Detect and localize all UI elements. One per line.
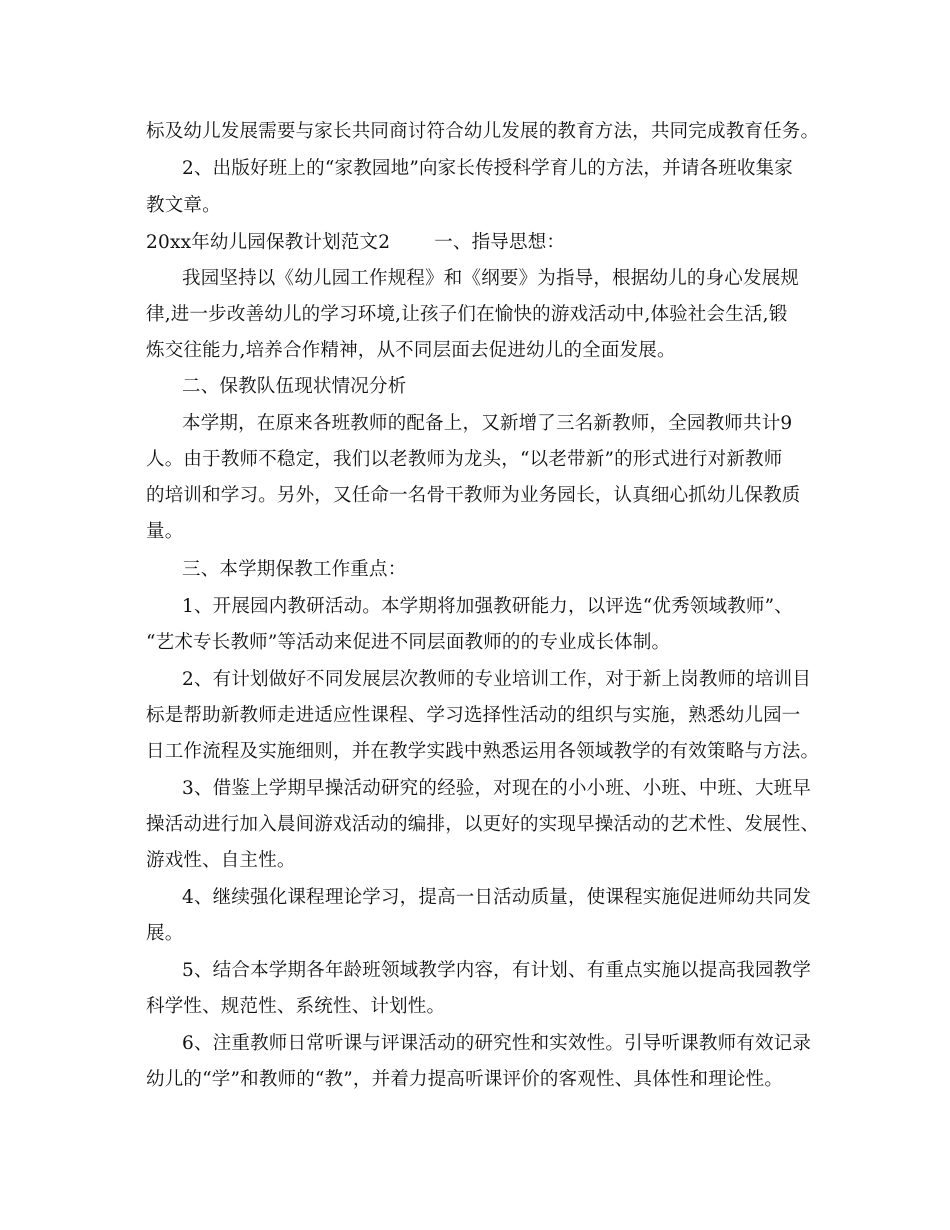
- text-line: 2、出版好班上的“家教园地”向家长传授科学育儿的方法，并请各班收集家: [182, 158, 793, 179]
- text-line: 操活动进行加入晨间游戏活动的编排，以更好的实现早操活动的艺术性、发展性、: [146, 814, 820, 835]
- text-line: 5、结合本学期各年龄班领域教学内容，有计划、有重点实施以提高我园教学: [182, 960, 812, 981]
- subsection-heading: 三、本学期保教工作重点：: [182, 559, 407, 580]
- section-title: 20xx年幼儿园保教计划范文2: [146, 232, 391, 253]
- text-line: “艺术专长教师”等活动来促进不同层面教师的的专业成长体制。: [146, 632, 671, 653]
- subsection-heading: 一、指导思想：: [434, 232, 566, 253]
- text-line: 6、注重教师日常听课与评课活动的研究性和实效性。引导听课教师有效记录: [182, 1033, 812, 1054]
- text-line: 标及幼儿发展需要与家长共同商讨符合幼儿发展的教育方法，共同完成教育任务。: [146, 121, 820, 142]
- text-line: 标是帮助新教师走进适应性课程、学习选择性活动的组织与实施，熟悉幼儿园一: [146, 705, 801, 726]
- subsection-heading: 二、保教队伍现状情况分析: [182, 376, 407, 397]
- text-line: 炼交往能力,培养合作精神，从不同层面去促进幼儿的全面发展。: [146, 340, 676, 361]
- text-line: 3、借鉴上学期早操活动研究的经验，对现在的小小班、小班、中班、大班早: [182, 778, 812, 799]
- text-line: 我园坚持以《幼儿园工作规程》和《纲要》为指导，根据幼儿的身心发展规: [182, 268, 800, 289]
- text-line: 幼儿的“学”和教师的“教”，并着力提高听课评价的客观性、具体性和理论性。: [146, 1069, 784, 1090]
- text-line: 科学性、规范性、系统性、计划性。: [146, 996, 446, 1017]
- text-line: 人。由于教师不稳定，我们以老教师为龙头，“以老带新”的形式进行对新教师: [146, 449, 783, 470]
- text-line: 1、开展园内教研活动。本学期将加强教研能力，以评选“优秀领域教师”、: [182, 596, 793, 617]
- section-heading-line: [146, 228, 565, 258]
- text-line: 量。: [146, 521, 184, 542]
- text-line: 游戏性、自主性。: [146, 850, 296, 871]
- text-line: 律,进一步改善幼儿的学习环境,让孩子们在愉快的游戏活动中,体验社会生活,锻: [146, 304, 788, 325]
- text-line: 展。: [146, 923, 184, 944]
- text-line: 本学期，在原来各班教师的配备上，又新增了三名新教师，全园教师共计9: [182, 413, 793, 434]
- text-line: 日工作流程及实施细则，并在教学实践中熟悉运用各领域教学的有效策略与方法。: [146, 741, 820, 762]
- text-line: 4、继续强化课程理论学习，提高一日活动质量，使课程实施促进师幼共同发: [182, 887, 812, 908]
- text-line: 教文章。: [146, 195, 221, 216]
- text-line: 2、有计划做好不同发展层次教师的专业培训工作，对于新上岗教师的培训目: [182, 669, 812, 690]
- text-line: 的培训和学习。另外，又任命一名骨干教师为业务园长，认真细心抓幼儿保教质: [146, 485, 801, 506]
